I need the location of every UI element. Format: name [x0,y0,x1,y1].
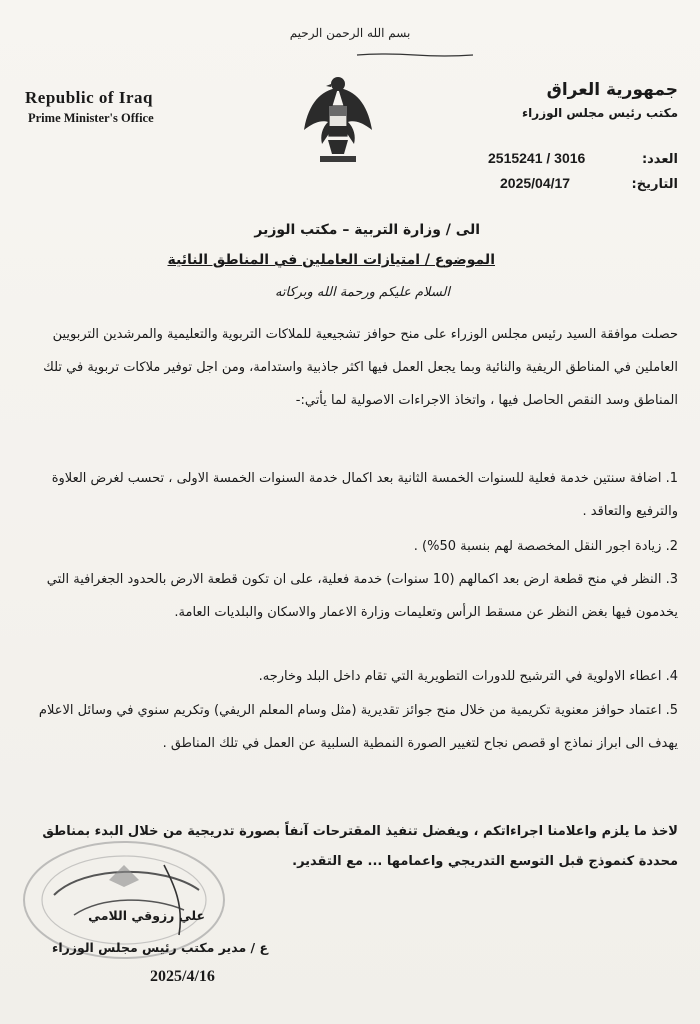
list-item: 2. زيادة اجور النقل المخصصة لهم بنسبة 50%) . [413,539,678,554]
eagle-emblem-icon [300,70,376,170]
greeting: السلام عليكم ورحمة الله وبركاته [274,285,450,300]
list-item: 3. النظر في منح قطعة ارض بعد اكمالهم (10 سنوات) خدمة فعلية، على ان تكون قطعة الارض بالحدود الجغرافية التي يخدمون فيها بغض النظر عن مسقط الرأس وتعليمات وزارة الاعمار والاسكان والبلديات العامة. [46,572,678,620]
ref-number: 2515241 / 3016 [488,150,586,166]
list-item: 5. اعتماد حوافز معنوية تكريمية من خلال منح جوائز تقديرية (مثل وسام المعلم الريفي) وتكريم سنوي في وسائل الاعلام يهدف الى ابراز نماذج او قصص نجاح لتغيير الصورة النمطية السلبية عن العمل في تلك المناطق . [38,703,678,751]
signatory-name: علي رزوقي اللامي [88,908,205,923]
addressee: الى / وزارة التربية – مكتب الوزير [254,222,480,238]
signatory-title: ع / مدير مكتب رئيس مجلس الوزراء [51,940,268,955]
ref-label: العدد: [641,152,678,167]
list-item: 1. اضافة سنتين خدمة فعلية للسنوات الخمسة الثانية بعد اكمال خدمة السنوات الخمسة الاولى ، تحسب لغرض العلاوة والترفيع والتعاقد . [51,471,678,519]
closing-paragraph: لاخذ ما يلزم واعلامنا اجراءاتكم ، ويفضل تنفيذ المقترحات آنفاً بصورة تدريجية من خلال البدء بمناطق محددة كنموذج قبل التوسع التدريجي واعمامها ... مع التقدير. [42,824,678,869]
intro-paragraph: حصلت موافقة السيد رئيس مجلس الوزراء على منح حوافز تشجيعية للملاكات التربوية والتعليمية والمرشدين التربويين العاملين في المناطق الريفية والنائية وبما يجعل العمل فيها اكثر جاذبية واستدامة، ومن اجل توفير ملاكات تربوية في تلك المناطق وسد النقص الحاصل فيها ، واتخاذ الاجراءات الاصولية لما يأتي:- [43,327,678,408]
letter-date: 2025/04/17 [500,175,571,191]
republic-en: Republic of Iraq [25,88,153,107]
bismillah-header: بسم الله الرحمن الرحيم [289,26,411,40]
date-label: التاريخ: [631,177,678,192]
subject-line: الموضوع / امتيازات العاملين في المناطق النائية [167,252,495,268]
list-item: 4. اعطاء الاولوية في الترشيح للدورات التطويرية التي تقام داخل البلد وخارجه. [258,669,678,684]
signature-date: 2025/4/16 [150,968,215,985]
office-en: Prime Minister's Office [28,111,154,125]
office-ar: مكتب رئيس مجلس الوزراء [522,106,678,120]
handwritten-stroke [355,52,475,58]
republic-ar: جمهورية العراق [546,80,678,100]
